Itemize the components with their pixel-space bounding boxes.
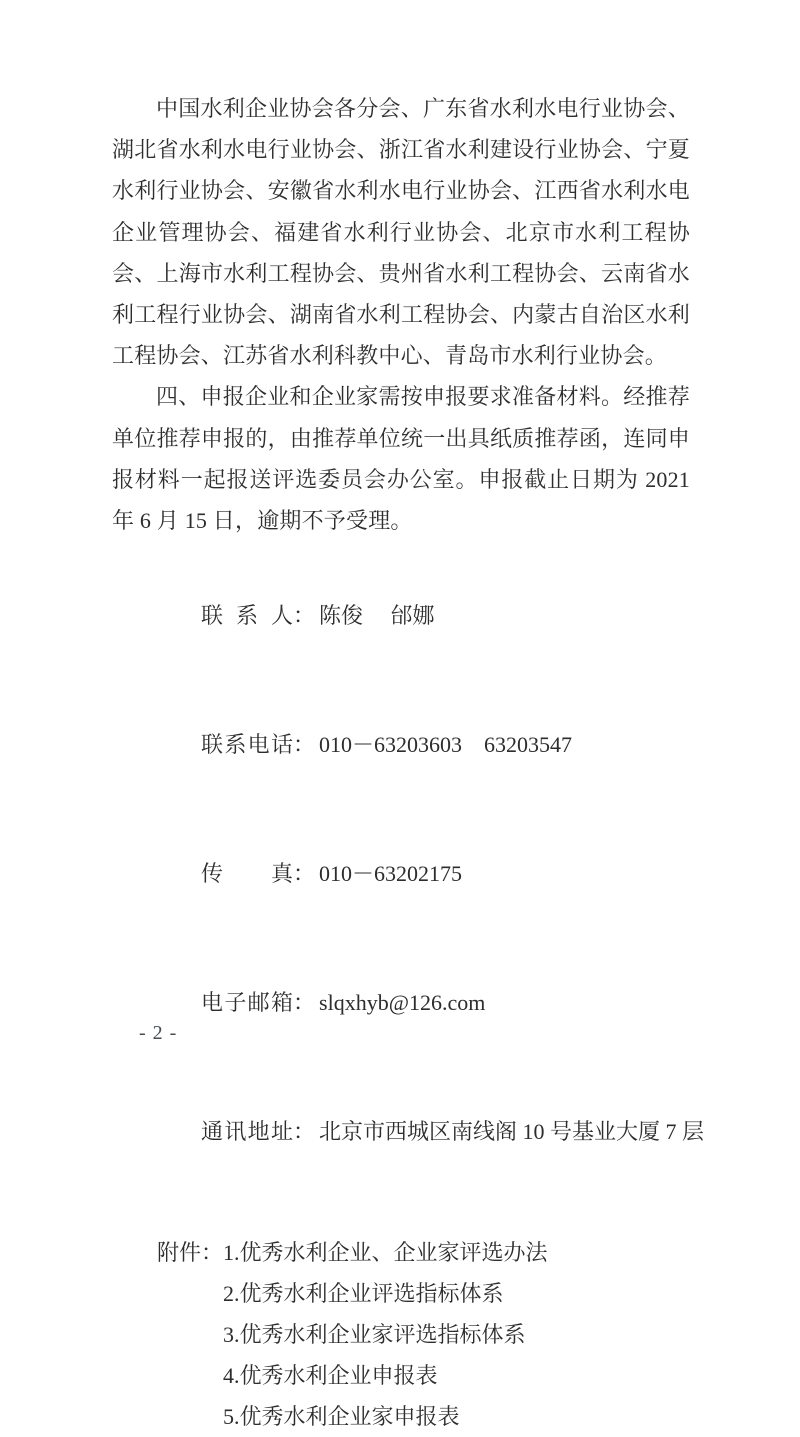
attachment-item-3: 3.优秀水利企业家评选指标体系 xyxy=(223,1322,526,1348)
contact-phone-value: 010－63203603 63203547 xyxy=(319,732,573,758)
attachment-item-4: 4.优秀水利企业申报表 xyxy=(223,1363,438,1389)
contact-address-colon: ： xyxy=(293,1119,316,1145)
attachment-item-5: 5.优秀水利企业家申报表 xyxy=(223,1404,460,1430)
contact-fax-label: 传真 xyxy=(201,861,293,887)
contact-person-label: 联系人 xyxy=(201,603,293,629)
contact-address-row xyxy=(157,1067,705,1196)
contact-fax-row xyxy=(157,809,690,938)
contact-fax-colon: ： xyxy=(293,861,316,887)
contact-person-row xyxy=(157,551,690,680)
attachments-block xyxy=(112,1232,690,1437)
paragraph-association-list: 中国水利企业协会各分会、广东省水利水电行业协会、湖北省水利水电行业协会、浙江省水利建设行业协会、宁夏水利行业协会、安徽省水利水电行业协会、江西省水利水电企业管理协会、福建省水利行业协会、北京市水利工程协会、上海市水利工程协会、贵州省水利工程协会、云南省水利工程行业协会、湖南省水利工程协会、内蒙古自治区水利工程协会、江苏省水利科教中心、青岛市水利行业协会。 xyxy=(112,96,690,369)
contact-fax-value: 010－63202175 xyxy=(319,861,463,887)
contact-info-block xyxy=(112,551,705,1196)
attachment-item-2: 2.优秀水利企业评选指标体系 xyxy=(223,1281,504,1307)
contact-phone-colon: ： xyxy=(293,732,316,758)
attachments-label: 附件： xyxy=(157,1240,224,1266)
paragraph-section-four: 四、申报企业和企业家需按申报要求准备材料。经推荐单位推荐申报的，由推荐单位统一出具纸质推荐函，连同申报材料一起报送评选委员会办公室。申报截止日期为 2021 年 6 月 15 日，逾期不予受理。 xyxy=(112,384,690,534)
document-body xyxy=(112,88,705,1437)
contact-email-row xyxy=(157,938,690,1067)
contact-email-value: slqxhyb@126.com xyxy=(319,990,486,1016)
contact-address-label: 通讯地址 xyxy=(201,1119,293,1145)
contact-email-colon: ： xyxy=(293,990,316,1016)
attachment-item-1: 1.优秀水利企业、企业家评选办法 xyxy=(223,1240,548,1266)
contact-phone-row xyxy=(157,680,690,809)
attachments-list xyxy=(223,1232,690,1437)
contact-email-label: 电子邮箱 xyxy=(201,990,293,1016)
contact-person-colon: ： xyxy=(293,603,316,629)
contact-person-value: 陈俊 邰娜 xyxy=(319,603,435,629)
contact-address-value: 北京市西城区南线阁 10 号基业大厦 7 层 xyxy=(319,1119,705,1145)
page-number: - 2 - xyxy=(139,1022,178,1044)
contact-phone-label: 联系电话 xyxy=(201,732,293,758)
